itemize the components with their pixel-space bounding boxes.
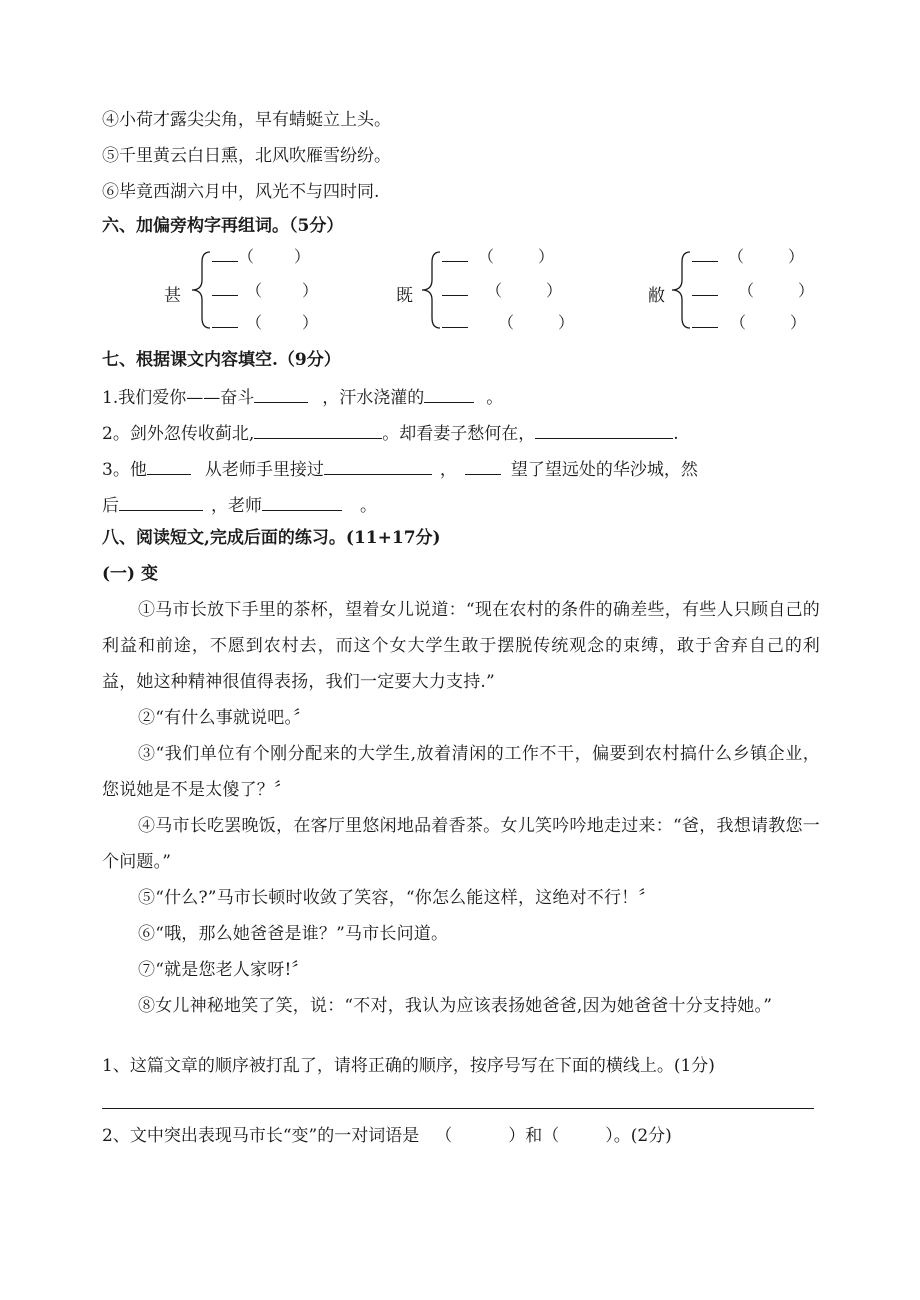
answer-blank[interactable] bbox=[465, 456, 501, 475]
section-6-title: 六、加偏旁构字再组词。（5分） bbox=[102, 216, 344, 236]
brace-icon bbox=[416, 246, 444, 334]
brace-icon bbox=[666, 246, 694, 334]
paragraph-1: ①马市长放下手里的茶杯，望着女儿说道：“现在农村的条件的确差些，有些人只顾自己的利益和前途，不愿到农村去，而这个女大学生敢于摆脱传统观念的束缚，敢于舍弃自己的利益，她这种精神很值得表扬，我们一定要大力支持.” bbox=[102, 600, 820, 692]
fill-question-1: 1.我们爱你——奋斗 ，汗水浇灌的 。 bbox=[102, 384, 503, 410]
paragraph-2: ②“有什么事就说吧。〞 bbox=[138, 708, 311, 728]
fill-slot-3[interactable]: （ ） bbox=[442, 312, 574, 334]
fill-slot-1[interactable]: （ ） bbox=[442, 246, 554, 268]
answer-blank[interactable] bbox=[424, 384, 474, 403]
fill-question-3: 3。他 从老师手里接过 ， 望了望远处的华沙城，然 bbox=[102, 456, 698, 482]
base-char: 既 bbox=[396, 286, 413, 306]
answer-blank[interactable] bbox=[119, 492, 203, 511]
fill-question-2: 2。剑外忽传收蓟北, 。却看妻子愁何在， . bbox=[102, 420, 679, 446]
reading-question-2: 2、文中突出表现马市长“变”的一对词语是 （ ）和（ ）。(2分) bbox=[102, 1126, 672, 1146]
radical-group-3 bbox=[646, 246, 826, 336]
fill-slot-2[interactable]: （ ） bbox=[692, 280, 814, 302]
paragraph-4: ④马市长吃罢晚饭，在客厅里悠闲地品着香茶。女儿笑吟吟地走过来：“爸，我想请教您一个问题。” bbox=[102, 816, 820, 872]
fill-question-3-cont: 后 ，老师 。 bbox=[102, 492, 377, 518]
base-char: 敝 bbox=[648, 286, 665, 306]
base-char: 甚 bbox=[164, 286, 181, 306]
fill-slot-3[interactable]: （ ） bbox=[212, 312, 318, 334]
paragraph-8: ⑧女儿神秘地笑了笑，说：“不对，我认为应该表扬她爸爸,因为她爸爸十分支持她。” bbox=[138, 996, 773, 1016]
section-8-title: 八、阅读短文,完成后面的练习。(11+17分) bbox=[102, 528, 441, 548]
radical-group-1 bbox=[160, 246, 340, 336]
paragraph-3: ③“我们单位有个刚分配来的大学生,放着清闲的工作不干，偏要到农村搞什么乡镇企业，您说她是不是太傻了？〞 bbox=[102, 744, 820, 800]
paragraph-6: ⑥“哦，那么她爸爸是谁？”马市长问道。 bbox=[138, 924, 449, 944]
poem-line-4: ④小荷才露尖尖角，早有蜻蜓立上头。 bbox=[102, 110, 391, 130]
poem-line-5: ⑤千里黄云白日熏，北风吹雁雪纷纷。 bbox=[102, 146, 391, 166]
brace-icon bbox=[186, 246, 214, 334]
fill-slot-2[interactable]: （ ） bbox=[212, 280, 318, 302]
reading-question-1: 1、这篇文章的顺序被打乱了，请将正确的顺序，按序号写在下面的横线上。(1分) bbox=[102, 1056, 715, 1076]
fill-slot-1[interactable]: （ ） bbox=[692, 246, 804, 268]
paragraph-7: ⑦“就是您老人家呀!〞 bbox=[138, 960, 309, 980]
section-7-title: 七、根据课文内容填空.（9分） bbox=[102, 350, 341, 370]
fill-slot-1[interactable]: （ ） bbox=[212, 246, 310, 268]
radical-group-2 bbox=[394, 246, 574, 336]
passage-title: (一) 变 bbox=[102, 564, 159, 584]
answer-blank[interactable] bbox=[262, 492, 342, 511]
paragraph-5: ⑤“什么?”马市长顿时收敛了笑容，“你怎么能这样，这绝对不行！〞 bbox=[138, 888, 656, 908]
answer-blank[interactable] bbox=[254, 420, 382, 439]
answer-blank[interactable] bbox=[324, 456, 432, 475]
answer-blank[interactable] bbox=[147, 456, 191, 475]
fill-slot-3[interactable]: （ ） bbox=[692, 312, 806, 334]
answer-blank[interactable] bbox=[254, 384, 308, 403]
poem-line-6: ⑥毕竟西湖六月中，风光不与四时同. bbox=[102, 182, 380, 202]
fill-slot-2[interactable]: （ ） bbox=[442, 280, 562, 302]
answer-blank[interactable] bbox=[535, 420, 673, 439]
answer-line[interactable] bbox=[102, 1108, 814, 1109]
